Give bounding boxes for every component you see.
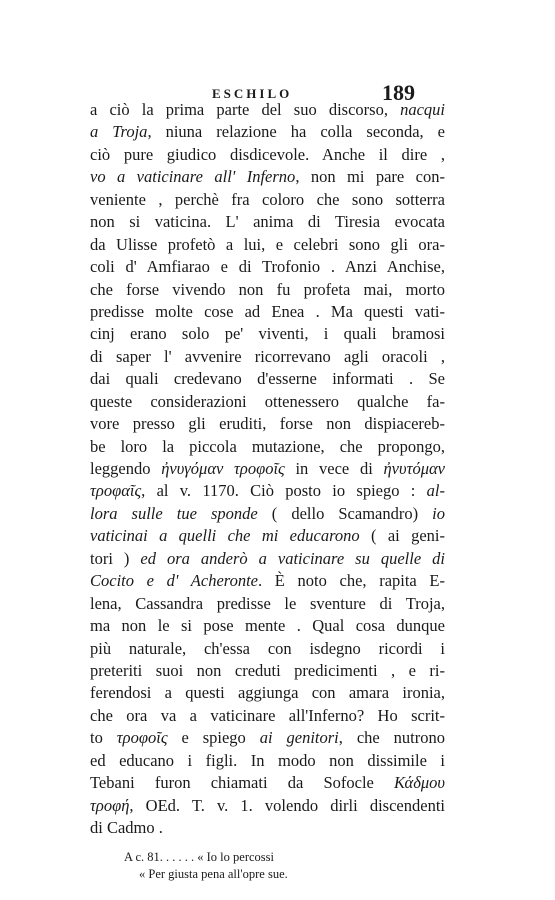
text-segment: che forse vivendo non fu profeta mai, morto [90,279,445,299]
text-line [90,99,445,121]
text-segment: tori ) [90,548,141,568]
text-segment: queste considerazioni ottenessero qualche fa- [90,391,445,411]
text-line [90,301,445,323]
text-segment: , OEd. T. v. 1. volendo dirli discendenti [129,795,445,815]
text-line [90,413,445,435]
text-segment: ed educano i figli. In modo non dissimile i [90,750,445,770]
footnote-line: « Per giusta pena all'opre sue. [139,866,288,881]
text-line [90,121,445,143]
text-line [90,436,445,458]
italic-segment: al- [426,481,445,501]
italic-segment: vaticinai a quelli che mi educarono [90,526,360,546]
italic-segment: ed ora anderò a vaticinare su quelle di [140,548,445,568]
text-segment: non si vaticina. L' anima di Tiresia evocata [90,212,445,232]
text-line [90,727,445,749]
text-segment: predisse molte cose ad Enea . Ma questi vati- [90,301,445,321]
text-line [90,817,445,839]
italic-segment: ἠνυτόμαν [383,459,445,478]
text-line [90,279,445,301]
text-segment: , non mi pare con- [295,167,445,187]
italic-segment: io [432,503,445,523]
text-segment: più naturale, ch'essa con isdegno ricordi i [90,638,445,658]
italic-segment: nacqui [400,100,445,119]
text-segment: , al v. 1170. Ciò posto io spiego : [141,481,427,501]
italic-segment: Κάδμου [394,773,445,793]
text-segment: veniente , perchè fra coloro che sono sotterra [90,189,445,209]
text-segment: leggendo [90,459,162,478]
text-segment: preteriti suoi non creduti predicimenti , e ri- [90,660,445,680]
text-line [90,458,445,480]
text-segment: ciò pure giudico disdicevole. Anche il dire , [90,144,445,164]
text-segment: ( dello Scamandro) [257,503,433,523]
text-segment: in vece di [284,459,384,478]
text-line [90,795,445,817]
text-line [90,234,445,256]
text-segment: vore presso gli eruditi, forse non dispiacereb- [90,414,445,434]
text-segment: di saper l' avvenire ricorrevano agli oracoli , [90,346,445,366]
text-segment: be loro la piccola mutazione, che propongo, [90,436,445,456]
text-line [90,660,445,682]
italic-segment: ai genitori [259,728,339,748]
text-line [90,682,445,704]
text-segment: a ciò la prima parte del suo discorso, [90,100,401,119]
italic-segment: τροφαῖς [90,481,142,501]
text-segment: di Cadmo . [90,818,163,837]
text-line [90,480,445,502]
text-line [90,323,445,345]
text-segment: Tebani furon chiamati da Sofocle [90,773,395,793]
text-line [90,615,445,637]
text-line [90,256,445,278]
italic-segment: a Troja [90,122,148,142]
footnote-line: A c. 81. . . . . . « Io lo percossi [124,849,274,864]
text-segment: , niuna relazione ha colla seconda, e [147,122,445,142]
text-segment: coli d' Amfiarao e di Trofonio . Anzi Anchise, [90,257,445,277]
text-segment: . È noto che, rapita E- [257,571,445,591]
text-segment: lena, Cassandra predisse le sventure di Troja, [90,593,445,613]
text-line [90,570,445,592]
text-line [90,391,445,413]
italic-segment: τροφή [90,795,130,815]
text-segment: ( ai geni- [359,526,445,546]
text-segment: e spiego [167,728,260,748]
text-line [90,368,445,390]
italic-segment: τροφοῖς [116,728,168,748]
text-line [90,593,445,615]
text-segment: cinj erano solo pe' viventi, i quali bramosi [90,324,445,344]
italic-segment: vo a vaticinare all' Inferno [90,167,296,187]
text-segment: da Ulisse profetò a lui, e celebri sono gli ora- [90,234,445,254]
text-line [90,346,445,368]
running-title: ESCHILO [212,86,293,101]
text-segment: dai quali credevano d'esserne informati . Se [90,369,445,389]
text-segment: che ora va a vaticinare all'Inferno? Ho scrit- [90,705,445,725]
text-segment: ferendosi a questi aggiunga con amara ironia, [90,683,445,703]
text-line [90,144,445,166]
text-line [90,705,445,727]
text-line [90,503,445,525]
page-number: 189 [382,80,415,105]
italic-segment: lora sulle tue sponde [90,503,258,523]
text-segment: ma non le si pose mente . Qual cosa dunque [90,616,445,636]
text-line [90,189,445,211]
text-line [90,548,445,570]
body-text [90,99,445,839]
text-line [90,750,445,772]
text-line [90,525,445,547]
text-line [90,772,445,794]
italic-segment: Cocito e d' Acheronte [90,571,258,591]
text-line [90,638,445,660]
text-line [90,166,445,188]
italic-segment: ἠνυγόμαν τροφοῖς [161,459,285,478]
footnote [124,849,364,883]
text-segment: , che nutrono [338,728,445,748]
text-segment: to [90,728,117,748]
text-line [90,211,445,233]
